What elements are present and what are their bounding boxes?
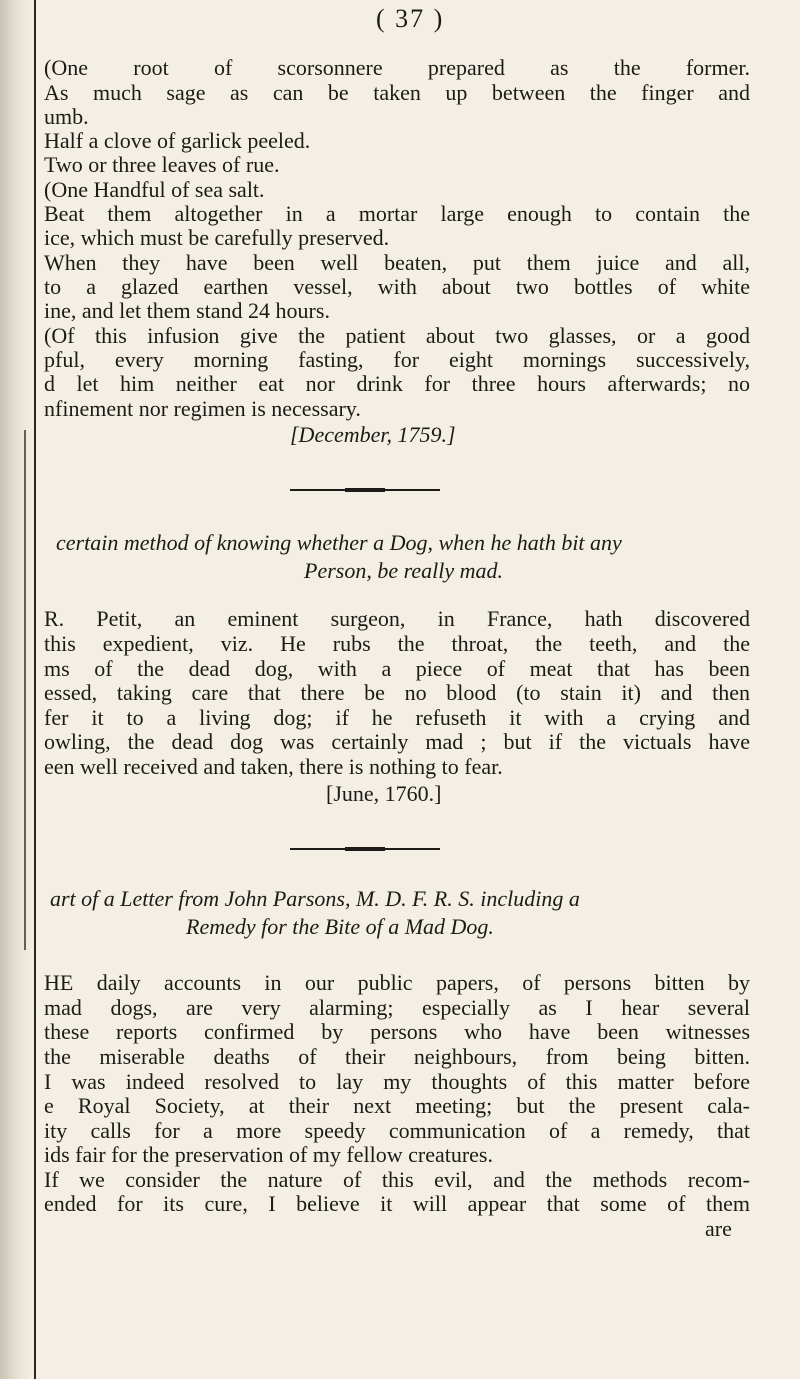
text-line: (One Handful of sea salt. — [44, 177, 265, 202]
text-line: ice, which must be carefully preserved. — [44, 225, 390, 250]
binding-edge — [34, 0, 36, 1379]
text-line: essed, taking care that there be no blood (to stain it) and then — [44, 680, 750, 705]
page-number: ( 37 ) — [376, 4, 445, 33]
text-line: umb. — [44, 104, 89, 129]
text-line: mad dogs, are very alarming; especially as I hear several — [44, 995, 750, 1020]
section-divider — [290, 489, 440, 491]
binding-gutter — [0, 0, 34, 1379]
text-line: (Of this infusion give the patient about two glasses, or a good — [44, 323, 750, 348]
text-line: to a glazed earthen vessel, with about two bottles of white — [44, 274, 750, 299]
text-line: Two or three leaves of rue. — [44, 152, 280, 177]
text-line: e Royal Society, at their next meeting; but the present cala- — [44, 1093, 750, 1118]
text-line: the miserable deaths of their neighbours, from being bitten. — [44, 1044, 750, 1069]
text-line: d let him neither eat nor drink for three hours afterwards; no — [44, 371, 750, 396]
text-line: (One root of scorsonnere prepared as the former. — [44, 55, 750, 80]
section-title: art of a Letter from John Parsons, M. D. F. R. S. including a — [50, 886, 580, 911]
text-line: this expedient, viz. He rubs the throat, the teeth, and the — [44, 631, 750, 656]
text-line: een well received and taken, there is nothing to fear. — [44, 754, 503, 779]
text-line: ity calls for a more speedy communication of a remedy, that — [44, 1118, 750, 1143]
text-line: ended for its cure, I believe it will appear that some of them — [44, 1191, 750, 1216]
text-line: I was indeed resolved to lay my thoughts of this matter before — [44, 1069, 750, 1094]
text-line: ine, and let them stand 24 hours. — [44, 298, 330, 323]
text-line: If we consider the nature of this evil, and the methods recom- — [44, 1167, 750, 1192]
text-line: R. Petit, an eminent surgeon, in France, hath discovered — [44, 606, 750, 631]
text-line: these reports confirmed by persons who have been witnesses — [44, 1019, 750, 1044]
text-line: Beat them altogether in a mortar large enough to contain the — [44, 201, 750, 226]
text-line: pful, every morning fasting, for eight mornings successively, — [44, 347, 750, 372]
catchword: are — [705, 1216, 732, 1241]
section-divider — [290, 848, 440, 850]
date-line: [December, 1759.] — [290, 422, 456, 447]
text-line: HE daily accounts in our public papers, of persons bitten by — [44, 970, 750, 995]
text-line: fer it to a living dog; if he refuseth it with a crying and — [44, 705, 750, 730]
text-line: nfinement nor regimen is necessary. — [44, 396, 361, 421]
section-title: Person, be really mad. — [304, 558, 503, 583]
text-line: owling, the dead dog was certainly mad ; but if the victuals have — [44, 729, 750, 754]
text-line: ids fair for the preservation of my fellow creatures. — [44, 1142, 493, 1167]
text-line: ms of the dead dog, with a piece of meat that has been — [44, 656, 750, 681]
date-line: [June, 1760.] — [326, 781, 442, 806]
section-title: Remedy for the Bite of a Mad Dog. — [186, 914, 494, 939]
text-line: Half a clove of garlick peeled. — [44, 128, 311, 153]
binding-edge-inner — [24, 430, 26, 950]
text-line: When they have been well beaten, put them juice and all, — [44, 250, 750, 275]
section-title: certain method of knowing whether a Dog, when he hath bit any — [56, 530, 622, 555]
text-line: As much sage as can be taken up between the finger and — [44, 80, 750, 105]
